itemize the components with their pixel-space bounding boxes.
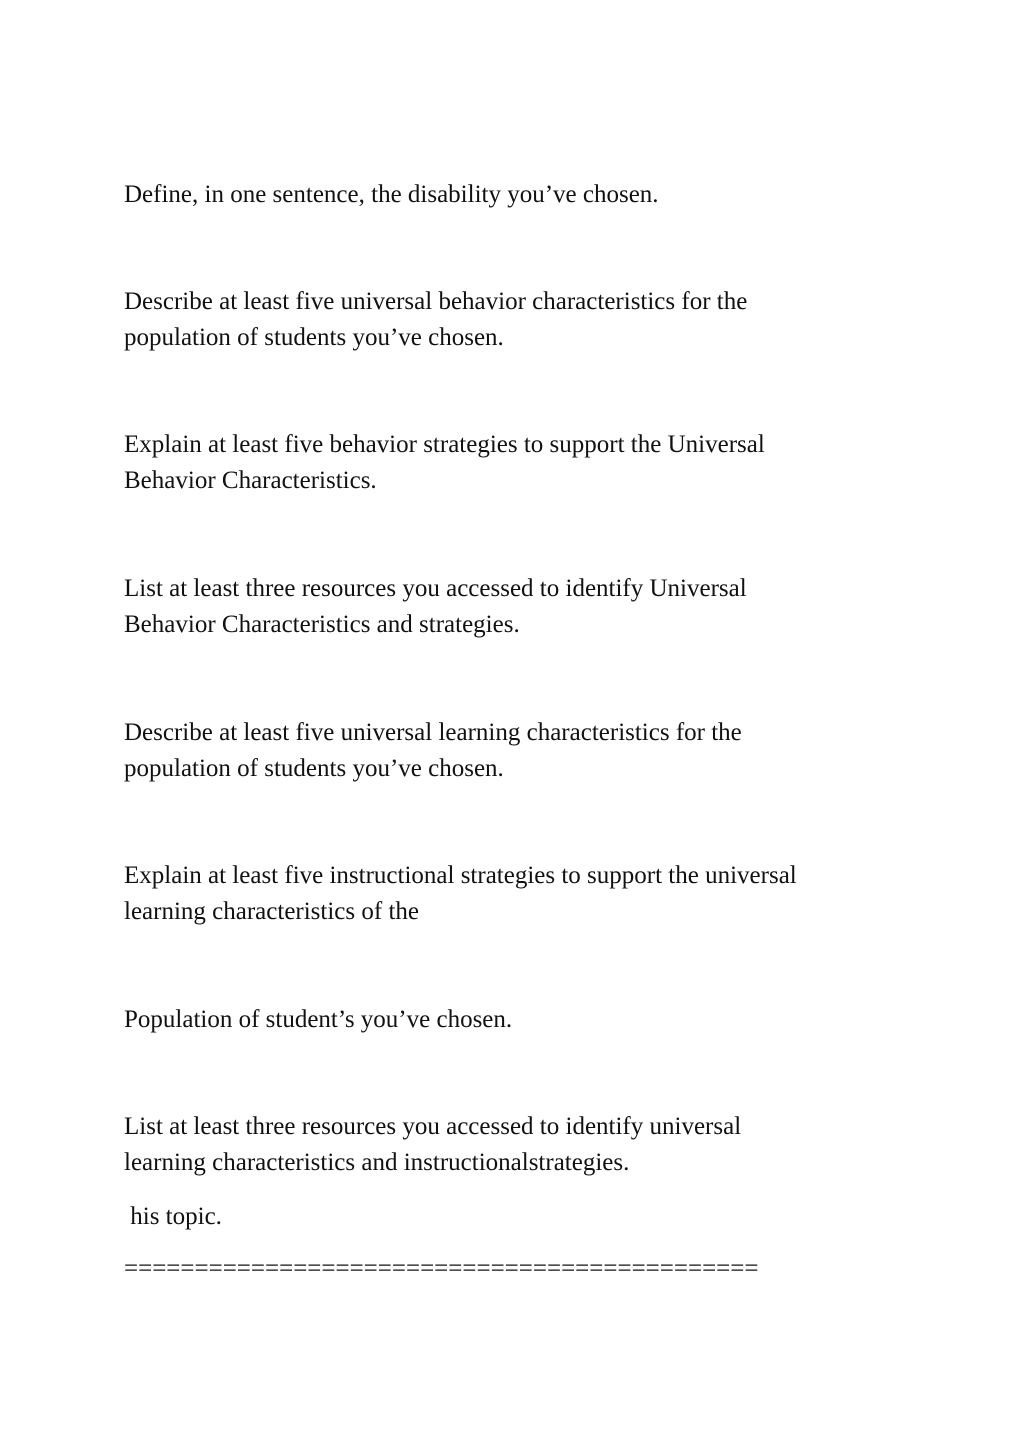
prompt-behavior-characteristics-line-2: population of students you’ve chosen. — [124, 324, 504, 351]
prompt-behavior-resources-line-1: List at least three resources you accessed to identify Universal — [124, 575, 747, 602]
prompt-instructional-strategies-line-1: Explain at least five instructional strategies to support the universal — [124, 862, 797, 889]
prompt-learning-resources-line-1: List at least three resources you accessed to identify universal — [124, 1113, 742, 1140]
prompt-behavior-resources-line-2: Behavior Characteristics and strategies. — [124, 611, 520, 638]
prompt-learning-characteristics-line-2: population of students you’ve chosen. — [124, 755, 504, 782]
prompt-instructional-strategies-line-2: learning characteristics of the — [124, 898, 419, 925]
prompt-behavior-strategies-line-1: Explain at least five behavior strategies to support the Universal — [124, 431, 765, 458]
topic-fragment: his topic. — [124, 1203, 222, 1230]
prompt-population-chosen: Population of student’s you’ve chosen. — [124, 1006, 513, 1033]
separator-line: ============================================= — [124, 1255, 759, 1282]
prompt-learning-resources-line-2: learning characteristics and instructionalstrategies. — [124, 1149, 630, 1176]
prompt-learning-characteristics-line-1: Describe at least five universal learning characteristics for the — [124, 719, 742, 746]
prompt-define-disability: Define, in one sentence, the disability you’ve chosen. — [124, 181, 659, 208]
prompt-behavior-characteristics-line-1: Describe at least five universal behavior characteristics for the — [124, 288, 748, 315]
prompt-behavior-strategies-line-2: Behavior Characteristics. — [124, 467, 377, 494]
